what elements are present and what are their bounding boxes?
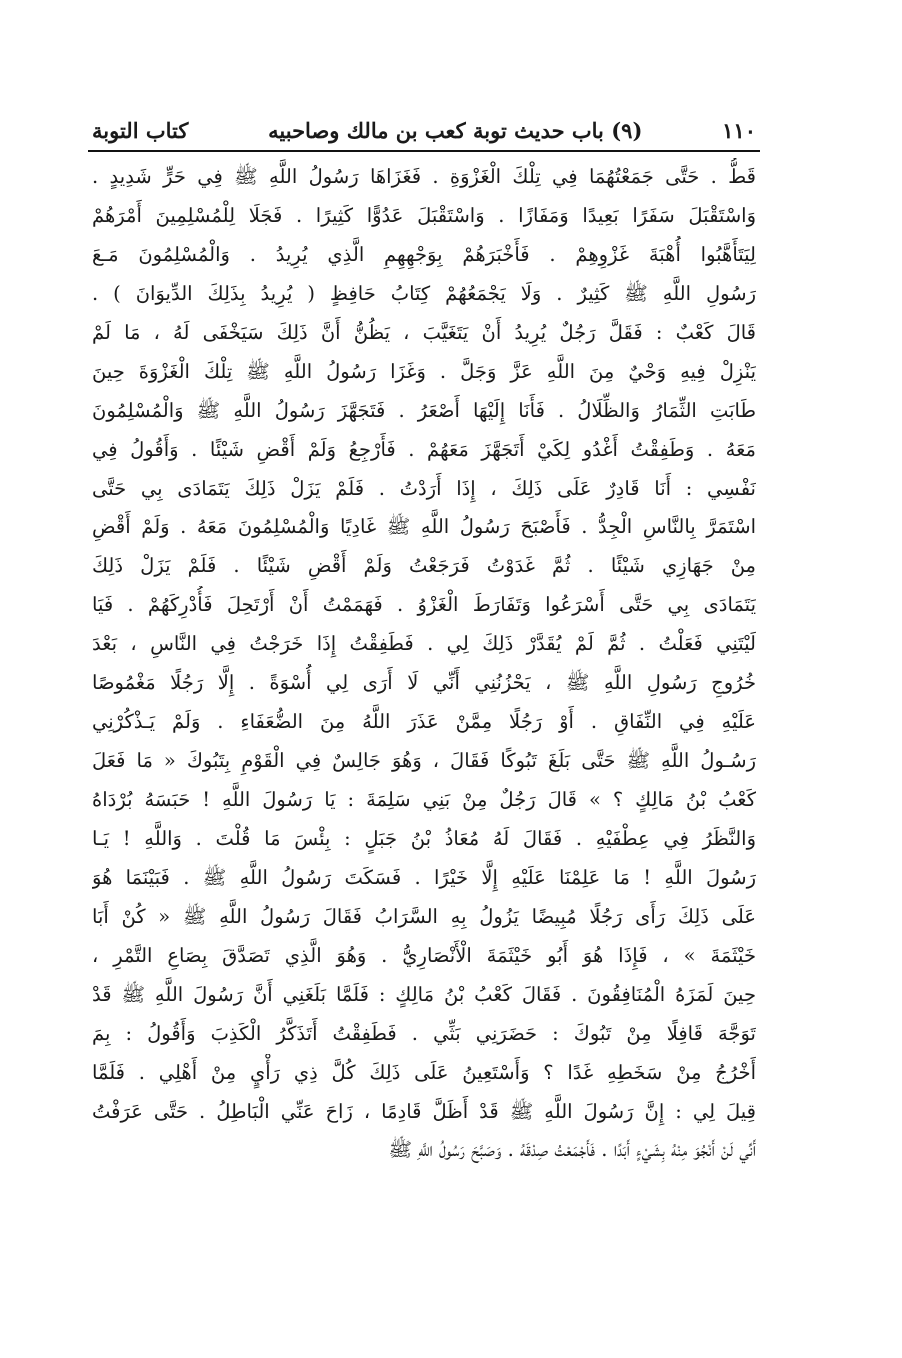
- main-text: [92, 158, 756, 1258]
- text-line: لَيْتَنِي فَعَلْتُ . ثُمَّ لَمْ يُقَدَّرْ ذَلِكَ لِي . فَطَفِقْتُ إِذَا خَرَجْتُ فِي النَّاسِ ، بَعْدَ: [92, 632, 756, 656]
- running-header: [92, 112, 756, 148]
- text-line: عَلَيْهِ فِي النِّفَاقِ . أَوْ رَجُلًا مِمَّنْ عَذَرَ اللَّهُ مِنَ الضُّعَفَاءِ . وَلَمْ يَـذْكُرْنِي: [92, 710, 756, 734]
- text-line: وَالنَّظَرُ فِي عِطْفَيْهِ . فَقَالَ لَهُ مُعَاذُ بْنُ جَبَلٍ : بِئْسَ مَا قُلْتَ . وَاللَّهِ ! يَـا: [92, 826, 756, 850]
- text-line: مَعَهُ . وَطَفِقْتُ أَغْدُو لِكَيْ أَتَجَهَّزَ مَعَهُمْ . فَأَرْجِعُ وَلَمْ أَقْضِ شَيْئًا . وَأَقُولُ فِي: [92, 437, 756, 461]
- text-line: رَسُـولُ اللَّهِ ﷺ حَتَّى بَلَغَ تَبُوكًا فَقَالَ ، وَهُوَ جَالِسٌ فِي الْقَوْمِ بِتَبُوكَ « مَا فَعَلَ: [92, 749, 756, 773]
- text-line: طَابَتِ الثِّمَارُ وَالظِّلَالُ . فَأَنَا إِلَيْهَا أَصْعَرُ . فَتَجَهَّزَ رَسُولُ اللَّهِ ﷺ وَالْمُسْلِمُونَ: [92, 398, 756, 422]
- text-line: قِيلَ لِي : إِنَّ رَسُولَ اللَّهِ ﷺ قَدْ أَظَلَّ قَادِمًا ، زَاحَ عَنِّي الْبَاطِلُ . حَتَّى عَرَفْتُ: [92, 1099, 756, 1123]
- text-line: عَلَى ذَلِكَ رَأَى رَجُلًا مُبِيضًا يَزُولُ بِهِ السَّرَابُ فَقَالَ رَسُولُ اللَّهِ ﷺ « كُنْ أَبَا: [92, 904, 756, 928]
- text-line: قَالَ كَعْبٌ : فَقَلَّ رَجُلٌ يُرِيدُ أَنْ يَتَغَيَّبَ ، يَظُنُّ أَنَّ ذَلِكَ سَيَخْفَى لَهُ ، مَا لَمْ: [92, 320, 756, 344]
- text-line: أَخْرُجُ مِنْ سَخَطِهِ غَدًا ؟ وَأَسْتَعِينُ عَلَى ذَلِكَ كُلَّ ذِي رَأْيٍ مِنْ أَهْلِي . فَلَمَّا: [92, 1060, 756, 1084]
- text-line: لِيَتَأَهَّبُوا أُهْبَةَ غَزْوِهِمْ . فَأَخْبَرَهُمْ بِوَجْهِهِمِ الَّذِي يُرِيدُ . وَالْمُسْلِمُونَ مَـعَ: [92, 242, 756, 266]
- text-line: نَفْسِي : أَنَا قَادِرٌ عَلَى ذَلِكَ ، إِذَا أَرَدْتُ . فَلَمْ يَزَلْ ذَلِكَ يَتَمَادَى بِي حَتَّى: [92, 476, 756, 500]
- text-line: كَعْبُ بْنُ مَالِكٍ ؟ » قَالَ رَجُلٌ مِنْ بَنِي سَلِمَةَ : يَا رَسُولَ اللَّهِ ! حَبَسَهُ بُرْدَاهُ: [92, 788, 756, 811]
- chapter-title: (٩) باب حديث توبة كعب بن مالك وصاحبيه: [268, 117, 643, 143]
- text-line: يَنْزِلْ فِيهِ وَحْيٌ مِنَ اللَّهِ عَزَّ وَجَلَّ . وَغَزَا رَسُولُ اللَّهِ ﷺ تِلْكَ الْغَزْوَةَ حِينَ: [92, 359, 756, 383]
- header-divider: [88, 150, 760, 152]
- page-number: ١١٠: [722, 117, 756, 143]
- text-line: رَسُولَ اللَّهِ ! مَا عَلِمْنَا عَلَيْهِ إِلَّا خَيْرًا . فَسَكَتَ رَسُولُ اللَّهِ ﷺ . فَبَيْنَمَا هُوَ: [92, 865, 756, 889]
- text-line: خَيْثَمَةَ » ، فَإِذَا هُوَ أَبُو خَيْثَمَةَ الْأَنْصَارِيُّ . وَهُوَ الَّذِي تَصَدَّقَ بِصَاعِ التَّمْرِ ،: [92, 943, 756, 967]
- text-line: اسْتَمَرَّ بِالنَّاسِ الْجِدُّ . فَأَصْبَحَ رَسُولُ اللَّهِ ﷺ غَادِيًا وَالْمُسْلِمُونَ مَعَهُ . وَلَمْ أَقْضِ: [92, 515, 756, 539]
- text-line: وَاسْتَقْبَلَ سَفَرًا بَعِيدًا وَمَفَازًا . وَاسْتَقْبَلَ عَدُوًّا كَثِيرًا . فَجَلَا لِلْمُسْلِمِينَ أَمْرَهُمْ: [92, 203, 756, 227]
- text-line: خُرُوجِ رَسُولِ اللَّهِ ﷺ ، يَحْزُنُنِي أَنِّي لَا أَرَى لِي أُسْوَةً . إِلَّا رَجُلًا مَغْمُوصًا: [92, 671, 756, 695]
- text-line: قَطُّ . حَتَّى جَمَعْتُهُمَا فِي تِلْكَ الْغَزْوَةِ . فَغَزَاهَا رَسُولُ اللَّهِ ﷺ فِي حَرٍّ شَدِيدٍ .: [92, 165, 756, 188]
- text-line: يَتَمَادَى بِي حَتَّى أَسْرَعُوا وَتَفَارَطَ الْغَزْوُ . فَهَمَمْتُ أَنْ أَرْتَحِلَ فَأُدْرِكَهُمْ . فَيَا: [92, 593, 756, 617]
- book-title: كتاب التوبة: [92, 117, 189, 143]
- text-line: تَوَجَّهَ قَافِلًا مِنْ تَبُوكَ : حَضَرَنِي بَثِّي . فَطَفِقْتُ أَتَذَكَّرُ الْكَذِبَ وَأَقُولُ : بِمَ: [92, 1021, 756, 1045]
- text-line: حِينَ لَمَزَهُ الْمُنَافِقُونَ . فَقَالَ كَعْبُ بْنُ مَالِكٍ : فَلَمَّا بَلَغَنِي أَنَّ رَسُولَ اللَّهِ ﷺ قَدْ: [92, 982, 756, 1006]
- text-line: أَنِّي لَنْ أَنْجُوَ مِنْهُ بِشَيْءٍ أَبَدًا . فَأَجْمَعْتُ صِدْقَهُ . وَصَبَّحَ رَسُولُ اللَّهِ ﷺ: [388, 1138, 756, 1162]
- text-line: مِنْ جَهَازِي شَيْئًا . ثُمَّ غَدَوْتُ فَرَجَعْتُ وَلَمْ أَقْضِ شَيْئًا . فَلَمْ يَزَلْ ذَلِكَ: [92, 554, 756, 578]
- text-line: رَسُولِ اللَّهِ ﷺ كَثِيرٌ . وَلَا يَجْمَعُهُمْ كِتَابُ حَافِظٍ ( يُرِيدُ بِذَلِكَ الدِّيوَانَ ) .: [92, 281, 756, 305]
